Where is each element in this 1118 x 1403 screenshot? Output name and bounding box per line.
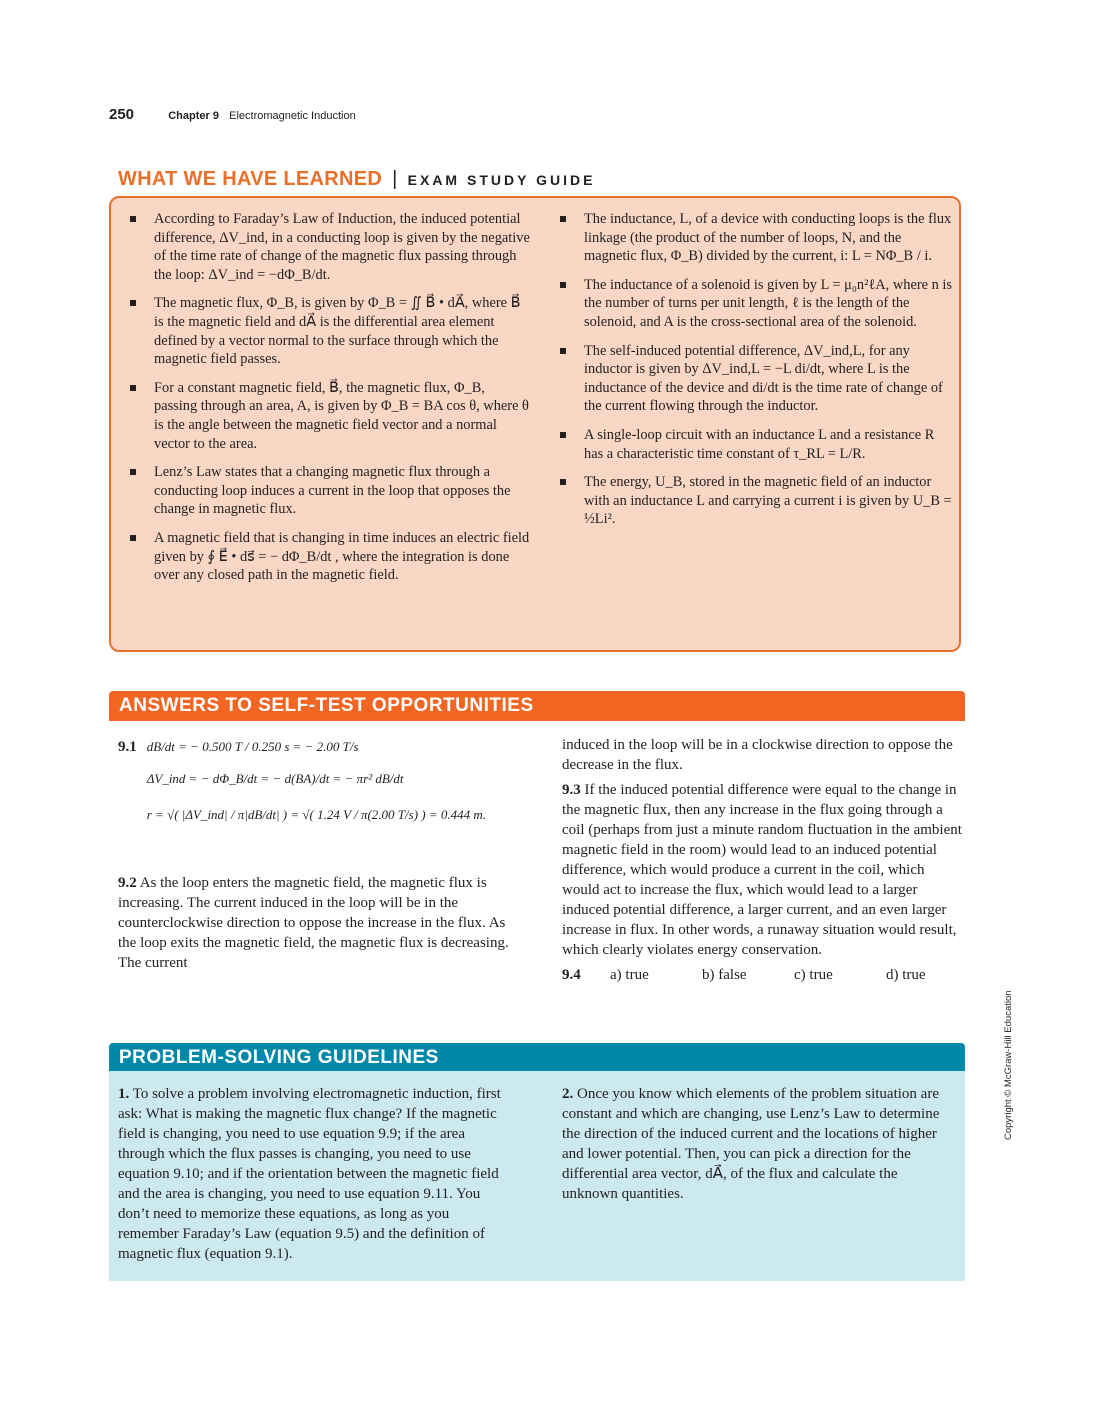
answers-left-column: [118, 735, 518, 973]
answer-label: 9.4: [562, 967, 581, 983]
answer-9-4: [562, 965, 962, 985]
learned-bullet: For a constant magnetic field, B⃗, the magnetic flux, Φ_B, passing through an area, A, is given by Φ_B = BA cos θ, where θ is the angle between the magnetic field vector and a normal vector to the area.: [118, 379, 530, 453]
page-number: 250: [109, 106, 135, 123]
guidelines-heading: PROBLEM-SOLVING GUIDELINES: [109, 1043, 965, 1072]
learned-bullet: According to Faraday’s Law of Induction, the induced potential difference, ΔV_ind, in a conducting loop is given by the negative of the time rate of change of the magnetic flux passing through the loop: ΔV_ind = −dΦ_B/dt.: [118, 210, 530, 284]
learned-bullet: The inductance of a solenoid is given by L = μ₀n²ℓA, where n is the number of turns per unit length, ℓ is the length of the solenoid, and A is the cross-sectional area of the solenoid.: [548, 276, 956, 332]
page-header: [109, 106, 356, 123]
equation-line: r = √( |ΔV_ind| / π|dB/dt| ) = √( 1.24 V / π(2.00 T/s) ) = 0.444 m.: [146, 807, 487, 822]
learned-heading: [118, 168, 595, 191]
answer-choice: a) true: [610, 967, 649, 983]
learned-subtitle: EXAM STUDY GUIDE: [407, 172, 596, 188]
answer-label: 9.1: [118, 739, 137, 755]
answers-heading: ANSWERS TO SELF-TEST OPPORTUNITIES: [109, 691, 965, 721]
learned-title: WHAT WE HAVE LEARNED: [118, 168, 383, 190]
guideline-text: To solve a problem involving electromagnetic induction, first ask: What is making the magnetic flux change? If the magnetic field is changing, you need to use equation 9.9; if the area through which the flux passes is changing, you need to use equation 9.10; and if the orientation between the magnetic field and the area is changing, you need to use equation 9.11. You don’t need to memorize these equations, as long as you remember Faraday’s Law (equation 9.5) and the definition of magnetic flux (equation 9.1).: [118, 1086, 501, 1262]
chapter-title: Electromagnetic Induction: [229, 110, 356, 122]
learned-right-column: [548, 210, 956, 539]
answers-right-column: [562, 735, 962, 985]
answer-9-2-continued: induced in the loop will be in a clockwise direction to oppose the decrease in the flux.: [562, 737, 953, 773]
guideline-number: 1.: [118, 1086, 130, 1102]
copyright-notice: Copyright © McGraw-Hill Education: [1003, 990, 1014, 1140]
guideline-item-1: [118, 1084, 512, 1264]
learned-bullet: The energy, U_B, stored in the magnetic field of an inductor with an inductance L and carrying a current i is given by U_B = ½Li².: [548, 473, 956, 529]
learned-bullet: Lenz’s Law states that a changing magnetic flux through a conducting loop induces a current in the loop that opposes the change in magnetic flux.: [118, 463, 530, 519]
equation-line: ΔV_ind = − dΦ_B/dt = − d(BA)/dt = − πr² dB/dt: [146, 771, 404, 786]
answer-9-3: [562, 780, 962, 960]
learned-left-column: [118, 210, 530, 595]
learned-bullet: A magnetic field that is changing in time induces an electric field given by ∮ E⃗ • ds⃗ = − dΦ_B/dt , where the integration is done over any closed path in the magnetic field.: [118, 529, 530, 585]
learned-bullet: The inductance, L, of a device with conducting loops is the flux linkage (the product of the number of loops, N, and the magnetic flux, Φ_B) divided by the current, i: L = NΦ_B / i.: [548, 210, 956, 266]
answer-label: 9.3: [562, 782, 581, 798]
answer-choice: b) false: [702, 967, 747, 983]
guideline-text: Once you know which elements of the problem situation are constant and which are changing, use Lenz’s Law to determine the direction of the induced current and the locations of higher and lower potential. Then, you can pick a direction for the differential area vector, dA⃗, of the flux and calculate the unknown quantities.: [562, 1086, 940, 1202]
guideline-number: 2.: [562, 1086, 574, 1102]
guideline-item-2: [562, 1084, 956, 1204]
learned-bullet: The self-induced potential difference, ΔV_ind,L, for any inductor is given by ΔV_ind,L = −L di/dt, where L is the inductance of the device and di/dt is the time rate of change of the current flowing through the inductor.: [548, 342, 956, 416]
heading-separator: |: [392, 168, 398, 190]
answer-choice: d) true: [886, 967, 926, 983]
learned-bullet: The magnetic flux, Φ_B, is given by Φ_B = ∬ B⃗ • dA⃗, where B⃗ is the magnetic field and dA⃗ is the differential area element defined by a vector normal to the surface through which the magnetic field passes.: [118, 294, 530, 368]
equation-line: dB/dt = − 0.500 T / 0.250 s = − 2.00 T/s: [146, 739, 359, 754]
chapter-label: Chapter 9: [168, 110, 219, 122]
learned-bullet: A single-loop circuit with an inductance L and a resistance R has a characteristic time constant of τ_RL = L/R.: [548, 426, 956, 463]
answer-9-2: [118, 873, 518, 973]
answer-text: As the loop enters the magnetic field, the magnetic flux is increasing. The current induced in the loop will be in the counterclockwise direction to oppose the increase in the flux. As the loop exits the magnetic field, the magnetic flux is decreasing. The current: [118, 875, 509, 971]
answer-choice: c) true: [794, 967, 833, 983]
answer-text: If the induced potential difference were equal to the change in the magnetic flux, then any increase in the flux going through a coil (perhaps from just a minute random fluctuation in the ambient magnetic field in the room) would lead to an induced potential difference, which would produce a current in the coil, which would act to increase the flux, which would lead to a larger induced potential difference, a larger current, and an even larger increase in flux. In other words, a runaway situation would result, which clearly violates energy conservation.: [562, 782, 962, 958]
answer-label: 9.2: [118, 875, 137, 891]
answer-9-1: [118, 735, 518, 827]
